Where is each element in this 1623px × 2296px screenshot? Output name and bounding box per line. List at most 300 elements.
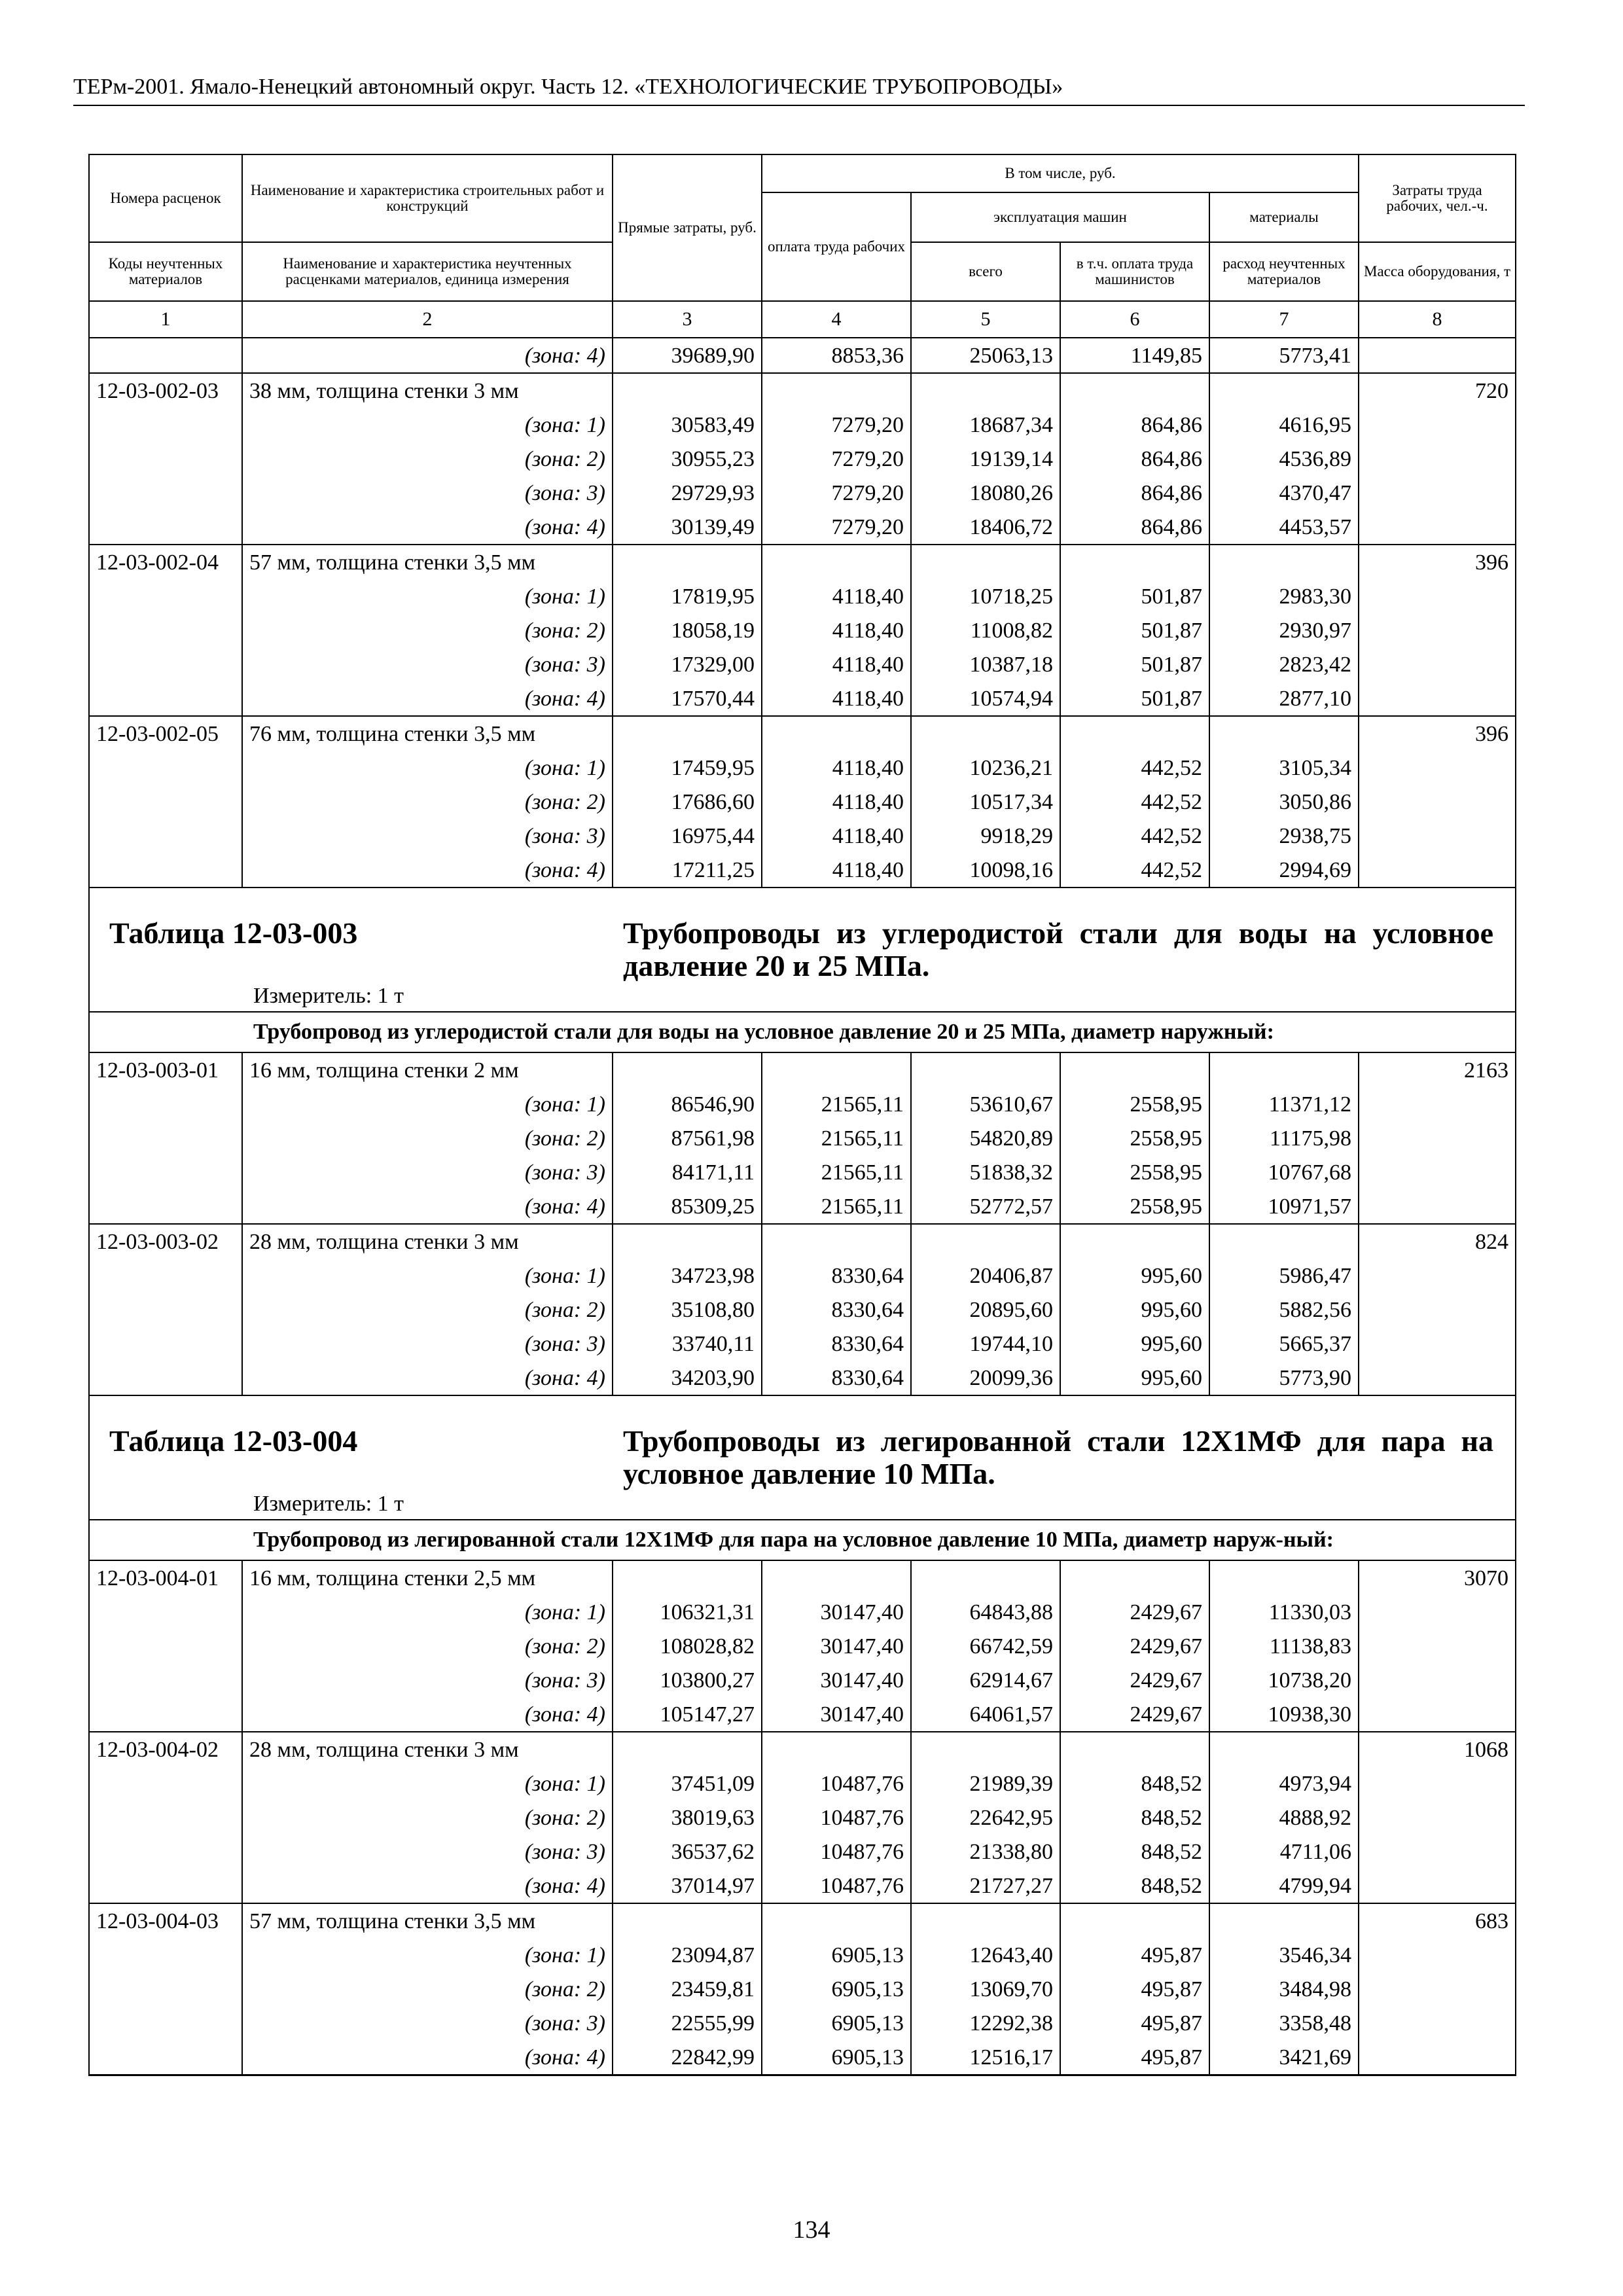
machinists-wage: 2429,67	[1060, 1663, 1209, 1697]
wage-cost: 10487,76	[762, 1767, 911, 1801]
wage-cost: 8330,64	[762, 1327, 911, 1361]
labor-cost: 3070	[1359, 1560, 1516, 1595]
rate-group-header	[89, 716, 1516, 751]
materials-cost: 4799,94	[1209, 1869, 1359, 1903]
machines-cost: 12643,40	[911, 1938, 1060, 1972]
materials-cost: 2938,75	[1209, 819, 1359, 853]
machinists-wage: 2558,95	[1060, 1155, 1209, 1189]
header-materials-top: материалы	[1209, 192, 1359, 242]
table-row	[89, 751, 1516, 785]
table-row	[89, 1259, 1516, 1293]
direct-cost: 87561,98	[613, 1121, 762, 1155]
wage-cost: 4118,40	[762, 819, 911, 853]
wage-cost: 4118,40	[762, 853, 911, 888]
direct-cost: 30139,49	[613, 510, 762, 545]
header-col2-bottom: Наименование и характеристика неучтенных расценками материалов, единица измерения	[242, 242, 613, 301]
direct-cost: 85309,25	[613, 1189, 762, 1224]
rate-code: 12-03-004-03	[89, 1903, 242, 1938]
rate-code: 12-03-002-05	[89, 716, 242, 751]
section-unit: Измеритель: 1 т	[253, 1492, 404, 1516]
zone-label: (зона: 2)	[242, 613, 613, 647]
zone-label: (зона: 4)	[242, 1697, 613, 1732]
zone-label: (зона: 3)	[242, 476, 613, 510]
section-subheading: Трубопровод из легированной стали 12Х1МФ для пара на условное давление 10 МПа, диаметр наруж-ный:	[253, 1528, 1334, 1552]
table-row	[89, 579, 1516, 613]
direct-cost: 16975,44	[613, 819, 762, 853]
materials-cost: 3546,34	[1209, 1938, 1359, 1972]
direct-cost: 17459,95	[613, 751, 762, 785]
section-label: Таблица 12-03-003	[109, 916, 358, 950]
machinists-wage: 2429,67	[1060, 1629, 1209, 1663]
wage-cost: 4118,40	[762, 647, 911, 681]
direct-cost: 105147,27	[613, 1697, 762, 1732]
table-row	[89, 1869, 1516, 1903]
table-row	[89, 1293, 1516, 1327]
column-number: 2	[242, 301, 613, 338]
direct-cost: 30955,23	[613, 442, 762, 476]
wage-cost: 6905,13	[762, 2040, 911, 2075]
machines-cost: 51838,32	[911, 1155, 1060, 1189]
zone-label: (зона: 4)	[242, 2040, 613, 2075]
machines-cost: 19139,14	[911, 442, 1060, 476]
materials-cost: 2994,69	[1209, 853, 1359, 888]
rate-code: 12-03-004-02	[89, 1732, 242, 1767]
materials-cost: 4711,06	[1209, 1835, 1359, 1869]
machinists-wage: 495,87	[1060, 2040, 1209, 2075]
rate-group-header	[89, 373, 1516, 408]
machinists-wage: 2429,67	[1060, 1595, 1209, 1629]
wage-cost: 8330,64	[762, 1361, 911, 1395]
direct-cost: 29729,93	[613, 476, 762, 510]
column-number: 8	[1359, 301, 1516, 338]
materials-cost: 10938,30	[1209, 1697, 1359, 1732]
header-column-numbers	[89, 301, 1516, 338]
table-row	[89, 1972, 1516, 2006]
direct-cost: 106321,31	[613, 1595, 762, 1629]
machines-cost: 64843,88	[911, 1595, 1060, 1629]
direct-cost: 84171,11	[613, 1155, 762, 1189]
wage-cost: 4118,40	[762, 785, 911, 819]
wage-cost: 8330,64	[762, 1293, 911, 1327]
wage-cost: 8853,36	[762, 338, 911, 373]
machinists-wage: 848,52	[1060, 1835, 1209, 1869]
column-number: 4	[762, 301, 911, 338]
machines-cost: 52772,57	[911, 1189, 1060, 1224]
machines-cost: 9918,29	[911, 819, 1060, 853]
table-row	[89, 1629, 1516, 1663]
wage-cost: 4118,40	[762, 579, 911, 613]
header-col2-top: Наименование и характеристика строительных работ и конструкций	[242, 154, 613, 242]
machinists-wage: 501,87	[1060, 647, 1209, 681]
direct-cost: 36537,62	[613, 1835, 762, 1869]
rate-title: 76 мм, толщина стенки 3,5 мм	[242, 716, 613, 751]
section-title: Трубопроводы из легированной стали 12Х1МФ для пара на условное давление 10 МПа.	[623, 1424, 1493, 1490]
materials-cost: 3358,48	[1209, 2006, 1359, 2040]
zone-label: (зона: 1)	[242, 1595, 613, 1629]
materials-cost: 2877,10	[1209, 681, 1359, 716]
zone-label: (зона: 3)	[242, 1155, 613, 1189]
table-row	[89, 2040, 1516, 2075]
wage-cost: 21565,11	[762, 1087, 911, 1121]
wage-cost: 10487,76	[762, 1801, 911, 1835]
table-row	[89, 647, 1516, 681]
wage-cost: 10487,76	[762, 1835, 911, 1869]
zone-label: (зона: 1)	[242, 1087, 613, 1121]
zone-label: (зона: 4)	[242, 338, 613, 373]
table-row	[89, 1121, 1516, 1155]
direct-cost: 33740,11	[613, 1327, 762, 1361]
direct-cost: 18058,19	[613, 613, 762, 647]
table-row	[89, 442, 1516, 476]
zone-label: (зона: 3)	[242, 819, 613, 853]
zone-label: (зона: 1)	[242, 1938, 613, 1972]
machines-cost: 11008,82	[911, 613, 1060, 647]
zone-label: (зона: 2)	[242, 1972, 613, 2006]
machinists-wage: 2429,67	[1060, 1697, 1209, 1732]
table-row	[89, 1663, 1516, 1697]
machinists-wage: 848,52	[1060, 1801, 1209, 1835]
rate-code: 12-03-002-04	[89, 545, 242, 579]
materials-cost: 3484,98	[1209, 1972, 1359, 2006]
machines-cost: 10236,21	[911, 751, 1060, 785]
table-section-003	[89, 888, 1516, 1052]
wage-cost: 10487,76	[762, 1869, 911, 1903]
materials-cost: 11330,03	[1209, 1595, 1359, 1629]
machinists-wage: 864,86	[1060, 442, 1209, 476]
machinists-wage: 501,87	[1060, 613, 1209, 647]
machines-cost: 12292,38	[911, 2006, 1060, 2040]
table-row	[89, 1087, 1516, 1121]
header-wage: оплата труда рабочих	[762, 192, 911, 301]
header-col3: Прямые затраты, руб.	[613, 154, 762, 301]
machinists-wage: 442,52	[1060, 785, 1209, 819]
materials-cost: 10738,20	[1209, 1663, 1359, 1697]
machines-cost: 10517,34	[911, 785, 1060, 819]
zone-label: (зона: 2)	[242, 785, 613, 819]
table-row	[89, 1361, 1516, 1395]
materials-cost: 4888,92	[1209, 1801, 1359, 1835]
zone-label: (зона: 1)	[242, 408, 613, 442]
wage-cost: 4118,40	[762, 681, 911, 716]
machines-cost: 66742,59	[911, 1629, 1060, 1663]
labor-cost: 396	[1359, 716, 1516, 751]
direct-cost: 30583,49	[613, 408, 762, 442]
machines-cost: 10387,18	[911, 647, 1060, 681]
machines-cost: 25063,13	[911, 338, 1060, 373]
materials-cost: 4973,94	[1209, 1767, 1359, 1801]
materials-cost: 3050,86	[1209, 785, 1359, 819]
machinists-wage: 2558,95	[1060, 1189, 1209, 1224]
machines-cost: 20895,60	[911, 1293, 1060, 1327]
wage-cost: 7279,20	[762, 510, 911, 545]
wage-cost: 4118,40	[762, 751, 911, 785]
machinists-wage: 2558,95	[1060, 1087, 1209, 1121]
machinists-wage: 995,60	[1060, 1259, 1209, 1293]
materials-cost: 11175,98	[1209, 1121, 1359, 1155]
machines-cost: 10098,16	[911, 853, 1060, 888]
table-row	[89, 613, 1516, 647]
machinists-wage: 995,60	[1060, 1293, 1209, 1327]
machinists-wage: 848,52	[1060, 1767, 1209, 1801]
direct-cost: 108028,82	[613, 1629, 762, 1663]
wage-cost: 6905,13	[762, 2006, 911, 2040]
header-materials-bottom: расход неучтенных материалов	[1209, 242, 1359, 301]
section-unit: Измеритель: 1 т	[253, 984, 404, 1008]
wage-cost: 6905,13	[762, 1972, 911, 2006]
wage-cost: 30147,40	[762, 1697, 911, 1732]
header-labor-top: Затраты труда рабочих, чел.-ч.	[1359, 154, 1516, 242]
direct-cost: 17329,00	[613, 647, 762, 681]
materials-cost: 4453,57	[1209, 510, 1359, 545]
machines-cost: 21338,80	[911, 1835, 1060, 1869]
table-row	[89, 1155, 1516, 1189]
rate-group-header	[89, 545, 1516, 579]
wage-cost: 7279,20	[762, 408, 911, 442]
direct-cost: 34203,90	[613, 1361, 762, 1395]
machines-cost: 20099,36	[911, 1361, 1060, 1395]
machines-cost: 62914,67	[911, 1663, 1060, 1697]
labor-cost: 720	[1359, 373, 1516, 408]
table-section-004	[89, 1395, 1516, 1560]
zone-label: (зона: 4)	[242, 681, 613, 716]
rate-title: 57 мм, толщина стенки 3,5 мм	[242, 545, 613, 579]
machines-cost: 53610,67	[911, 1087, 1060, 1121]
machines-cost: 18687,34	[911, 408, 1060, 442]
machinists-wage: 995,60	[1060, 1327, 1209, 1361]
table-row	[89, 1189, 1516, 1224]
wage-cost: 30147,40	[762, 1663, 911, 1697]
continuation-block	[89, 338, 1516, 373]
table-row	[89, 853, 1516, 888]
rate-code: 12-03-004-01	[89, 1560, 242, 1595]
materials-cost: 5882,56	[1209, 1293, 1359, 1327]
materials-cost: 5665,37	[1209, 1327, 1359, 1361]
zone-label: (зона: 3)	[242, 2006, 613, 2040]
machinists-wage: 1149,85	[1060, 338, 1209, 373]
header-machines-wage: в т.ч. оплата труда машинистов	[1060, 242, 1209, 301]
header-labor-bottom: Масса оборудования, т	[1359, 242, 1516, 301]
rate-title: 16 мм, толщина стенки 2,5 мм	[242, 1560, 613, 1595]
header-col1-bottom: Коды неучтенных материалов	[89, 242, 242, 301]
zone-label: (зона: 3)	[242, 1327, 613, 1361]
machinists-wage: 995,60	[1060, 1361, 1209, 1395]
machinists-wage: 2558,95	[1060, 1121, 1209, 1155]
table-row	[89, 1697, 1516, 1732]
table-row	[89, 1595, 1516, 1629]
column-number: 5	[911, 301, 1060, 338]
wage-cost: 21565,11	[762, 1121, 911, 1155]
rate-title: 28 мм, толщина стенки 3 мм	[242, 1224, 613, 1259]
table-row	[89, 681, 1516, 716]
materials-cost: 10971,57	[1209, 1189, 1359, 1224]
rate-title: 28 мм, толщина стенки 3 мм	[242, 1732, 613, 1767]
rate-title: 57 мм, толщина стенки 3,5 мм	[242, 1903, 613, 1938]
zone-label: (зона: 4)	[242, 853, 613, 888]
direct-cost: 17686,60	[613, 785, 762, 819]
zone-label: (зона: 1)	[242, 751, 613, 785]
direct-cost: 17211,25	[613, 853, 762, 888]
zone-label: (зона: 4)	[242, 510, 613, 545]
materials-cost: 5773,41	[1209, 338, 1359, 373]
machinists-wage: 495,87	[1060, 2006, 1209, 2040]
machinists-wage: 864,86	[1060, 476, 1209, 510]
machines-cost: 21727,27	[911, 1869, 1060, 1903]
machinists-wage: 864,86	[1060, 510, 1209, 545]
machines-cost: 12516,17	[911, 2040, 1060, 2075]
wage-cost: 30147,40	[762, 1629, 911, 1663]
labor-cost: 2163	[1359, 1052, 1516, 1087]
machines-cost: 13069,70	[911, 1972, 1060, 2006]
wage-cost: 21565,11	[762, 1189, 911, 1224]
zone-label: (зона: 2)	[242, 1121, 613, 1155]
machinists-wage: 442,52	[1060, 853, 1209, 888]
zone-label: (зона: 2)	[242, 1629, 613, 1663]
table-header	[89, 154, 1516, 338]
zone-label: (зона: 3)	[242, 1663, 613, 1697]
zone-label: (зона: 4)	[242, 1189, 613, 1224]
page-header: ТЕРм-2001. Ямало-Ненецкий автономный округ. Часть 12. «ТЕХНОЛОГИЧЕСКИЕ ТРУБОПРОВОДЫ»	[73, 73, 1525, 106]
zone-label: (зона: 1)	[242, 1259, 613, 1293]
machines-cost: 19744,10	[911, 1327, 1060, 1361]
zone-label: (зона: 4)	[242, 1361, 613, 1395]
direct-cost: 22555,99	[613, 2006, 762, 2040]
direct-cost: 17570,44	[613, 681, 762, 716]
zone-label: (зона: 1)	[242, 1767, 613, 1801]
labor-cost: 683	[1359, 1903, 1516, 1938]
rate-code: 12-03-002-03	[89, 373, 242, 408]
direct-cost: 103800,27	[613, 1663, 762, 1697]
zone-label: (зона: 2)	[242, 1293, 613, 1327]
zone-label: (зона: 2)	[242, 442, 613, 476]
materials-cost: 2983,30	[1209, 579, 1359, 613]
direct-cost: 38019,63	[613, 1801, 762, 1835]
machinists-wage: 501,87	[1060, 681, 1209, 716]
direct-cost: 34723,98	[613, 1259, 762, 1293]
direct-cost: 23459,81	[613, 1972, 762, 2006]
materials-cost: 2823,42	[1209, 647, 1359, 681]
materials-cost: 4370,47	[1209, 476, 1359, 510]
materials-cost: 10767,68	[1209, 1155, 1359, 1189]
machines-cost: 22642,95	[911, 1801, 1060, 1835]
section-subheading: Трубопровод из углеродистой стали для воды на условное давление 20 и 25 МПа, диаметр наружный:	[253, 1020, 1274, 1044]
direct-cost: 23094,87	[613, 1938, 762, 1972]
rate-groups-002	[89, 373, 1516, 888]
table-row	[89, 785, 1516, 819]
rate-group-header	[89, 1560, 1516, 1595]
price-table	[88, 154, 1516, 2076]
materials-cost: 3105,34	[1209, 751, 1359, 785]
wage-cost: 7279,20	[762, 476, 911, 510]
direct-cost: 86546,90	[613, 1087, 762, 1121]
labor-cost: 824	[1359, 1224, 1516, 1259]
materials-cost: 2930,97	[1209, 613, 1359, 647]
machinists-wage: 495,87	[1060, 1938, 1209, 1972]
header-including: В том числе, руб.	[762, 154, 1359, 192]
wage-cost: 6905,13	[762, 1938, 911, 1972]
column-number: 3	[613, 301, 762, 338]
rate-group-header	[89, 1224, 1516, 1259]
rate-groups-004	[89, 1560, 1516, 2075]
direct-cost: 17819,95	[613, 579, 762, 613]
direct-cost: 22842,99	[613, 2040, 762, 2075]
machinists-wage: 848,52	[1060, 1869, 1209, 1903]
machines-cost: 18406,72	[911, 510, 1060, 545]
machinists-wage: 495,87	[1060, 1972, 1209, 2006]
machinists-wage: 501,87	[1060, 579, 1209, 613]
rate-group-header	[89, 1903, 1516, 1938]
section-label: Таблица 12-03-004	[109, 1424, 358, 1458]
rate-groups-003	[89, 1052, 1516, 1395]
zone-label: (зона: 3)	[242, 1835, 613, 1869]
zone-label: (зона: 2)	[242, 1801, 613, 1835]
machines-cost: 10574,94	[911, 681, 1060, 716]
labor-cost: 396	[1359, 545, 1516, 579]
labor-cost: 1068	[1359, 1732, 1516, 1767]
machines-cost: 54820,89	[911, 1121, 1060, 1155]
materials-cost: 11138,83	[1209, 1629, 1359, 1663]
column-number: 7	[1209, 301, 1359, 338]
machines-cost: 64061,57	[911, 1697, 1060, 1732]
direct-cost: 37451,09	[613, 1767, 762, 1801]
wage-cost: 8330,64	[762, 1259, 911, 1293]
table-row	[89, 2006, 1516, 2040]
zone-label: (зона: 4)	[242, 1869, 613, 1903]
rate-code: 12-03-003-02	[89, 1224, 242, 1259]
materials-cost: 11371,12	[1209, 1087, 1359, 1121]
direct-cost: 39689,90	[613, 338, 762, 373]
direct-cost: 35108,80	[613, 1293, 762, 1327]
column-number: 1	[89, 301, 242, 338]
wage-cost: 7279,20	[762, 442, 911, 476]
table-row	[89, 819, 1516, 853]
rate-title: 16 мм, толщина стенки 2 мм	[242, 1052, 613, 1087]
direct-cost: 37014,97	[613, 1869, 762, 1903]
table-row	[89, 1835, 1516, 1869]
materials-cost: 4536,89	[1209, 442, 1359, 476]
section-title: Трубопроводы из углеродистой стали для воды на условное давление 20 и 25 МПа.	[623, 916, 1493, 982]
materials-cost: 5986,47	[1209, 1259, 1359, 1293]
wage-cost: 4118,40	[762, 613, 911, 647]
table-row	[89, 510, 1516, 545]
table-row	[89, 338, 1516, 373]
table-row	[89, 1938, 1516, 1972]
machines-cost: 18080,26	[911, 476, 1060, 510]
page-number: 134	[793, 2216, 830, 2244]
materials-cost: 4616,95	[1209, 408, 1359, 442]
table-row	[89, 1327, 1516, 1361]
machines-cost: 10718,25	[911, 579, 1060, 613]
materials-cost: 3421,69	[1209, 2040, 1359, 2075]
rate-title: 38 мм, толщина стенки 3 мм	[242, 373, 613, 408]
machines-cost: 21989,39	[911, 1767, 1060, 1801]
rate-group-header	[89, 1732, 1516, 1767]
header-machines-total: всего	[911, 242, 1060, 301]
materials-cost: 5773,90	[1209, 1361, 1359, 1395]
wage-cost: 30147,40	[762, 1595, 911, 1629]
machinists-wage: 442,52	[1060, 751, 1209, 785]
zone-label: (зона: 3)	[242, 647, 613, 681]
rate-code: 12-03-003-01	[89, 1052, 242, 1087]
zone-label: (зона: 1)	[242, 579, 613, 613]
table-row	[89, 1767, 1516, 1801]
rate-group-header	[89, 1052, 1516, 1087]
header-machines: эксплуатация машин	[911, 192, 1209, 242]
header-col1-top: Номера расценок	[89, 154, 242, 242]
table-row	[89, 476, 1516, 510]
machines-cost: 20406,87	[911, 1259, 1060, 1293]
machinists-wage: 442,52	[1060, 819, 1209, 853]
table-row	[89, 1801, 1516, 1835]
